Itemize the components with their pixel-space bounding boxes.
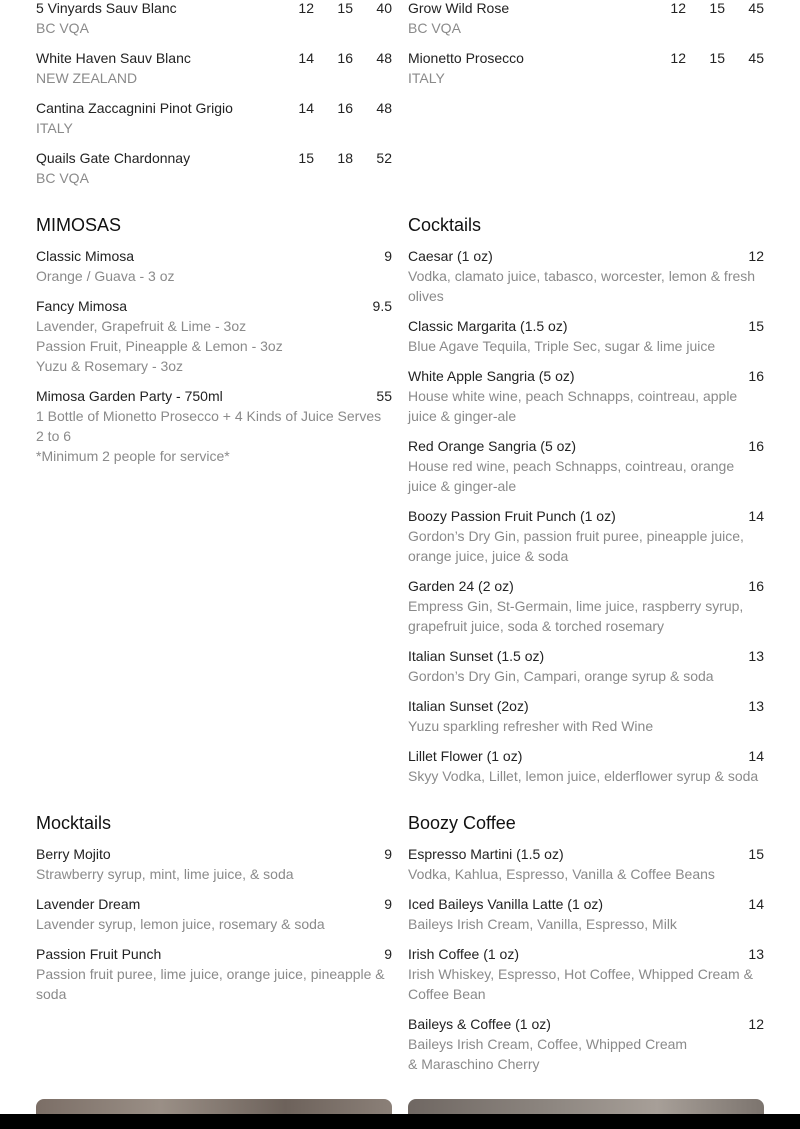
item-name: Red Orange Sangria (5 oz)	[408, 438, 577, 454]
item-name: Baileys & Coffee (1 oz)	[408, 1016, 551, 1032]
section-title-mimosas: MIMOSAS	[36, 215, 122, 235]
item-name: White Apple Sangria (5 oz)	[408, 368, 575, 384]
item-desc: Passion Fruit, Pineapple & Lemon - 3oz	[36, 338, 283, 354]
item-price: 13	[748, 946, 764, 962]
item-desc: Lavender syrup, lemon juice, rosemary & soda	[36, 916, 325, 932]
item-name: Berry Mojito	[36, 846, 111, 862]
price-glass-small: 15	[298, 150, 314, 166]
item-name: Fancy Mimosa	[36, 298, 128, 314]
menu-item	[408, 894, 764, 934]
menu-item	[408, 646, 764, 686]
price-glass-small: 14	[298, 50, 314, 66]
wine-name: 5 Vinyards Sauv Blanc	[36, 0, 177, 16]
wine-prices	[290, 48, 392, 68]
menu-item	[36, 246, 392, 286]
item-desc: Baileys Irish Cream, Vanilla, Espresso, Milk	[408, 916, 677, 932]
price-glass-large: 16	[337, 100, 353, 116]
wine-prices	[662, 0, 764, 18]
item-price: 12	[748, 248, 764, 264]
item-name: Boozy Passion Fruit Punch (1 oz)	[408, 508, 616, 524]
menu-item	[408, 436, 764, 496]
item-desc: Orange / Guava - 3 oz	[36, 268, 175, 284]
item-price: 9	[384, 248, 392, 264]
item-desc: Irish Whiskey, Espresso, Hot Coffee, Whipped Cream & Coffee Bean	[408, 966, 753, 1002]
wine-origin: BC VQA	[408, 20, 461, 36]
wine-prices	[290, 98, 392, 118]
item-desc: Skyy Vodka, Lillet, lemon juice, elderflower syrup & soda	[408, 768, 759, 784]
item-price: 9	[384, 896, 392, 912]
item-price: 9	[384, 946, 392, 962]
price-bottle: 45	[748, 0, 764, 16]
item-desc: 1 Bottle of Mionetto Prosecco + 4 Kinds of Juice Serves 2 to 6	[36, 408, 382, 444]
item-name: Italian Sunset (2oz)	[408, 698, 529, 714]
menu-item	[408, 506, 764, 566]
bottom-bar	[0, 1114, 800, 1129]
item-desc: Gordon’s Dry Gin, Campari, orange syrup & soda	[408, 668, 714, 684]
price-glass-large: 15	[337, 0, 353, 16]
menu-item	[36, 944, 392, 1004]
menu-item	[408, 366, 764, 426]
price-bottle: 48	[376, 50, 392, 66]
wine-column-left	[36, 0, 392, 198]
wine-item	[36, 148, 392, 188]
item-desc: Yuzu & Rosemary - 3oz	[36, 358, 184, 374]
wine-name: Mionetto Prosecco	[408, 50, 524, 66]
item-desc: Passion fruit puree, lime juice, orange juice, pineapple & soda	[36, 966, 385, 1002]
section-title-mocktails: Mocktails	[36, 813, 112, 833]
item-name: Caesar (1 oz)	[408, 248, 493, 264]
wine-item	[408, 48, 764, 88]
menu	[36, 0, 764, 1084]
price-bottle: 52	[376, 150, 392, 166]
item-desc: Vodka, Kahlua, Espresso, Vanilla & Coffee Beans	[408, 866, 715, 882]
item-desc: Baileys Irish Cream, Coffee, Whipped Cream & Maraschino Cherry	[408, 1036, 688, 1072]
item-desc: House white wine, peach Schnapps, cointreau, apple juice & ginger-ale	[408, 388, 738, 424]
wine-name: White Haven Sauv Blanc	[36, 50, 191, 66]
item-name: Garden 24 (2 oz)	[408, 578, 514, 594]
item-desc: *Minimum 2 people for service*	[36, 448, 230, 464]
wine-item	[36, 48, 392, 88]
price-glass-large: 15	[709, 50, 725, 66]
item-price: 13	[748, 698, 764, 714]
menu-item	[408, 576, 764, 636]
menu-item	[408, 844, 764, 884]
wine-item	[36, 98, 392, 138]
wine-item	[408, 0, 764, 38]
item-desc: Vodka, clamato juice, tabasco, worcester, lemon & fresh olives	[408, 268, 756, 304]
item-price: 9.5	[372, 298, 392, 314]
wine-prices	[662, 48, 764, 68]
item-name: Mimosa Garden Party - 750ml	[36, 388, 223, 404]
price-bottle: 48	[376, 100, 392, 116]
item-price: 16	[748, 578, 764, 594]
item-price: 15	[748, 318, 764, 334]
item-name: Classic Mimosa	[36, 248, 135, 264]
menu-item	[36, 386, 392, 466]
item-desc: Lavender, Grapefruit & Lime - 3oz	[36, 318, 247, 334]
item-name: Iced Baileys Vanilla Latte (1 oz)	[408, 896, 604, 912]
menu-item	[408, 696, 764, 736]
item-price: 55	[376, 388, 392, 404]
price-glass-small: 12	[298, 0, 314, 16]
price-bottle: 40	[376, 0, 392, 16]
item-desc: Yuzu sparkling refresher with Red Wine	[408, 718, 654, 734]
item-price: 12	[748, 1016, 764, 1032]
item-name: Lillet Flower (1 oz)	[408, 748, 523, 764]
menu-item	[408, 944, 764, 1004]
wine-name: Grow Wild Rose	[408, 0, 510, 16]
item-name: Passion Fruit Punch	[36, 946, 162, 962]
item-price: 14	[748, 508, 764, 524]
wine-name: Cantina Zaccagnini Pinot Grigio	[36, 100, 233, 116]
item-price: 16	[748, 368, 764, 384]
menu-item	[36, 296, 392, 376]
menu-item	[408, 746, 764, 786]
item-name: Lavender Dream	[36, 896, 141, 912]
wine-origin: NEW ZEALAND	[36, 70, 138, 86]
price-glass-small: 12	[670, 50, 686, 66]
wine-origin: ITALY	[408, 70, 445, 86]
section-title-boozy-coffee: Boozy Coffee	[408, 813, 516, 833]
item-price: 14	[748, 896, 764, 912]
menu-item	[408, 316, 764, 356]
item-price: 13	[748, 648, 764, 664]
price-glass-large: 18	[337, 150, 353, 166]
item-desc: Blue Agave Tequila, Triple Sec, sugar & lime juice	[408, 338, 716, 354]
item-price: 9	[384, 846, 392, 862]
price-glass-small: 12	[670, 0, 686, 16]
mimosa-cocktail-section	[36, 214, 764, 796]
menu-item	[408, 246, 764, 306]
mocktail-coffee-section	[36, 812, 764, 1084]
item-name: Irish Coffee (1 oz)	[408, 946, 520, 962]
cocktails-column	[408, 214, 764, 796]
price-bottle: 45	[748, 50, 764, 66]
wine-name: Quails Gate Chardonnay	[36, 150, 191, 166]
menu-item	[408, 1014, 764, 1074]
wine-origin: ITALY	[36, 120, 73, 136]
item-desc: House red wine, peach Schnapps, cointreau, orange juice & ginger-ale	[408, 458, 735, 494]
section-title-cocktails: Cocktails	[408, 215, 482, 235]
price-glass-small: 14	[298, 100, 314, 116]
wine-column-right	[408, 0, 764, 198]
wine-prices	[290, 0, 392, 18]
item-price: 14	[748, 748, 764, 764]
item-desc: Strawberry syrup, mint, lime juice, & soda	[36, 866, 294, 882]
item-desc: Empress Gin, St-Germain, lime juice, raspberry syrup, grapefruit juice, soda & torched rosemary	[408, 598, 744, 634]
price-glass-large: 16	[337, 50, 353, 66]
wine-origin: BC VQA	[36, 20, 89, 36]
item-price: 15	[748, 846, 764, 862]
price-glass-large: 15	[709, 0, 725, 16]
menu-item	[36, 844, 392, 884]
mimosas-column	[36, 214, 392, 796]
item-price: 16	[748, 438, 764, 454]
wine-section	[36, 0, 764, 198]
menu-item	[36, 894, 392, 934]
wine-item	[36, 0, 392, 38]
wine-prices	[290, 148, 392, 168]
boozy-coffee-column	[408, 812, 764, 1084]
mocktails-column	[36, 812, 392, 1084]
item-name: Classic Margarita (1.5 oz)	[408, 318, 568, 334]
wine-origin: BC VQA	[36, 170, 89, 186]
item-desc: Gordon’s Dry Gin, passion fruit puree, pineapple juice, orange juice, juice & soda	[408, 528, 744, 564]
item-name: Espresso Martini (1.5 oz)	[408, 846, 564, 862]
item-name: Italian Sunset (1.5 oz)	[408, 648, 545, 664]
